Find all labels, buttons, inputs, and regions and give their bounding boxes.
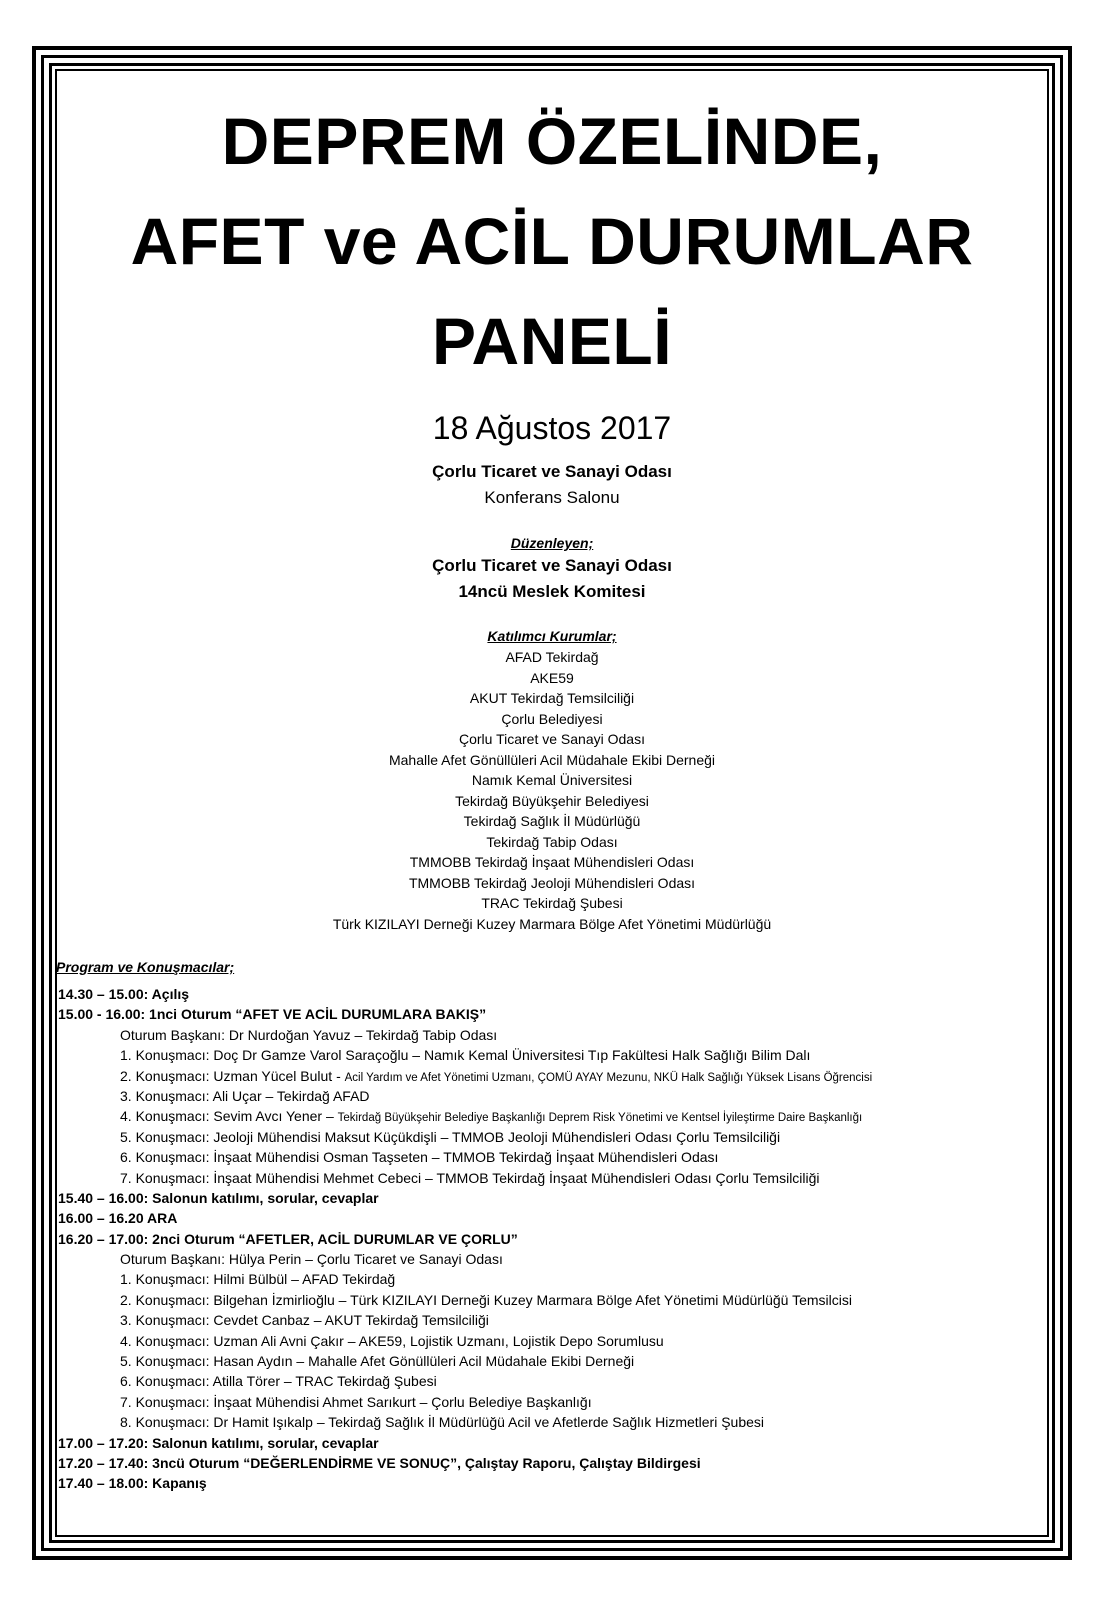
speaker-item: [58, 1066, 1043, 1086]
participant-item: TRAC Tekirdağ Şubesi: [481, 895, 623, 911]
participants-heading: Katılımcı Kurumlar;: [487, 628, 617, 644]
program-session: 17.20 – 17.40: 3ncü Oturum “DEĞERLENDİRME VE SONUÇ”, Çalıştay Raporu, Çalıştay Bildirgesi: [58, 1454, 701, 1471]
participant-item: TMMOBB Tekirdağ İnşaat Mühendisleri Odası: [409, 854, 695, 870]
speaker-item: 1. Konuşmacı: Doç Dr Gamze Varol Saraçoğlu – Namık Kemal Üniversitesi Tıp Fakültesi Halk Sağlığı Bilim Dalı: [120, 1047, 811, 1064]
participant-item: Çorlu Ticaret ve Sanayi Odası: [459, 731, 645, 747]
speaker-item: 5. Konuşmacı: Hasan Aydın – Mahalle Afet Gönüllüleri Acil Müdahale Ekibi Derneği: [120, 1353, 635, 1370]
speaker-affiliation: Tekirdağ Büyükşehir Belediye Başkanlığı Deprem Risk Yönetimi ve Kentsel İyileştirme Daire Başkanlığı: [337, 1112, 863, 1125]
program-time-slot: 14.30 – 15.00: Açılış: [58, 986, 190, 1002]
speaker-affiliation: Acil Yardım ve Afet Yönetimi Uzmanı, ÇOMÜ AYAY Mezunu, NKÜ Halk Sağlığı Yüksek Lisans Öğrencisi: [344, 1071, 873, 1084]
participant-item: Namık Kemal Üniversitesi: [471, 772, 633, 788]
session-chair: Oturum Başkanı: Dr Nurdoğan Yavuz – Tekirdağ Tabip Odası: [120, 1026, 498, 1043]
program-session: 16.20 – 17.00: 2nci Oturum “AFETLER, ACİL DURUMLAR VE ÇORLU”: [58, 1230, 518, 1247]
speaker-item: 1. Konuşmacı: Hilmi Bülbül – AFAD Tekirdağ: [120, 1271, 396, 1288]
venue-name: Çorlu Ticaret ve Sanayi Odası: [432, 462, 672, 481]
participant-item: AKE59: [530, 669, 574, 686]
participant-item: TMMOBB Tekirdağ Jeoloji Mühendisleri Odası: [408, 874, 696, 891]
organizer-heading: Düzenleyen;: [510, 535, 594, 551]
speaker-item: 7. Konuşmacı: İnşaat Mühendisi Ahmet Sarıkurt – Çorlu Belediye Başkanlığı: [120, 1393, 592, 1410]
speaker-item: 5. Konuşmacı: Jeoloji Mühendisi Maksut Küçükdişli – TMMOB Jeoloji Mühendisleri Odası Çorlu Temsilciliği: [120, 1128, 781, 1145]
venue-hall: Konferans Salonu: [484, 488, 620, 507]
organizer-line-2: 14ncü Meslek Komitesi: [458, 582, 646, 601]
participant-item: Mahalle Afet Gönüllüleri Acil Müdahale Ekibi Derneği: [388, 751, 716, 768]
speaker-name: 4. Konuşmacı: Sevim Avcı Yener –: [120, 1108, 338, 1125]
session-chair: Oturum Başkanı: Hülya Perin – Çorlu Ticaret ve Sanayi Odası: [120, 1251, 503, 1268]
participant-item: Tekirdağ Sağlık İl Müdürlüğü: [463, 813, 641, 829]
speaker-item: 3. Konuşmacı: Cevdet Canbaz – AKUT Tekirdağ Temsilciliği: [120, 1312, 489, 1329]
program-session: 15.00 - 16.00: 1nci Oturum “AFET VE ACİL DURUMLARA BAKIŞ”: [58, 1006, 487, 1023]
title-line-1: DEPREM ÖZELİNDE,: [221, 104, 883, 178]
speaker-item: 6. Konuşmacı: İnşaat Mühendisi Osman Taşseten – TMMOB Tekirdağ İnşaat Mühendisleri Odası: [120, 1149, 719, 1166]
participant-item: Çorlu Belediyesi: [501, 710, 603, 727]
participant-item: AKUT Tekirdağ Temsilciliği: [469, 690, 635, 706]
title-line-3: PANELİ: [431, 304, 673, 378]
program-time-slot: 17.00 – 17.20: Salonun katılımı, sorular, cevaplar: [58, 1434, 379, 1451]
event-date: 18 Ağustos 2017: [432, 410, 672, 446]
speaker-item: 8. Konuşmacı: Dr Hamit Işıkalp – Tekirdağ Sağlık İl Müdürlüğü Acil ve Afetlerde Sağlık Hizmetleri Şubesi: [120, 1414, 765, 1431]
participant-item: Tekirdağ Büyükşehir Belediyesi: [455, 792, 649, 809]
program-time-slot: 17.40 – 18.00: Kapanış: [58, 1475, 207, 1492]
program-heading: Program ve Konuşmacılar;: [56, 959, 235, 975]
speaker-name: 2. Konuşmacı: Uzman Yücel Bulut -: [120, 1067, 345, 1084]
program-list: [58, 984, 1043, 1494]
title-line-2: AFET ve ACİL DURUMLAR: [130, 204, 974, 278]
speaker-item: [58, 1106, 1043, 1126]
speaker-item: 2. Konuşmacı: Bilgehan İzmirlioğlu – Türk KIZILAYI Derneği Kuzey Marmara Bölge Afet Yönetimi Müdürlüğü Temsilcisi: [120, 1291, 852, 1308]
speaker-item: 7. Konuşmacı: İnşaat Mühendisi Mehmet Cebeci – TMMOB Tekirdağ İnşaat Mühendisleri Odası Çorlu Temsilciliği: [120, 1169, 820, 1186]
participant-item: Türk KIZILAYI Derneği Kuzey Marmara Bölge Afet Yönetimi Müdürlüğü: [332, 915, 772, 932]
participants-list: [58, 647, 1046, 934]
speaker-item: 3. Konuşmacı: Ali Uçar – Tekirdağ AFAD: [120, 1087, 370, 1104]
speaker-item: 6. Konuşmacı: Atilla Törer – TRAC Tekirdağ Şubesi: [120, 1373, 437, 1390]
speaker-item: 4. Konuşmacı: Uzman Ali Avni Çakır – AKE59, Lojistik Uzmanı, Lojistik Depo Sorumlusu: [120, 1332, 664, 1349]
program-time-slot: 16.00 – 16.20 ARA: [58, 1210, 178, 1227]
participant-item: Tekirdağ Tabip Odası: [486, 833, 618, 850]
organizer-line-1: Çorlu Ticaret ve Sanayi Odası: [432, 556, 672, 575]
program-time-slot: 15.40 – 16.00: Salonun katılımı, sorular, cevaplar: [58, 1189, 379, 1206]
participant-item: AFAD Tekirdağ: [505, 649, 599, 665]
